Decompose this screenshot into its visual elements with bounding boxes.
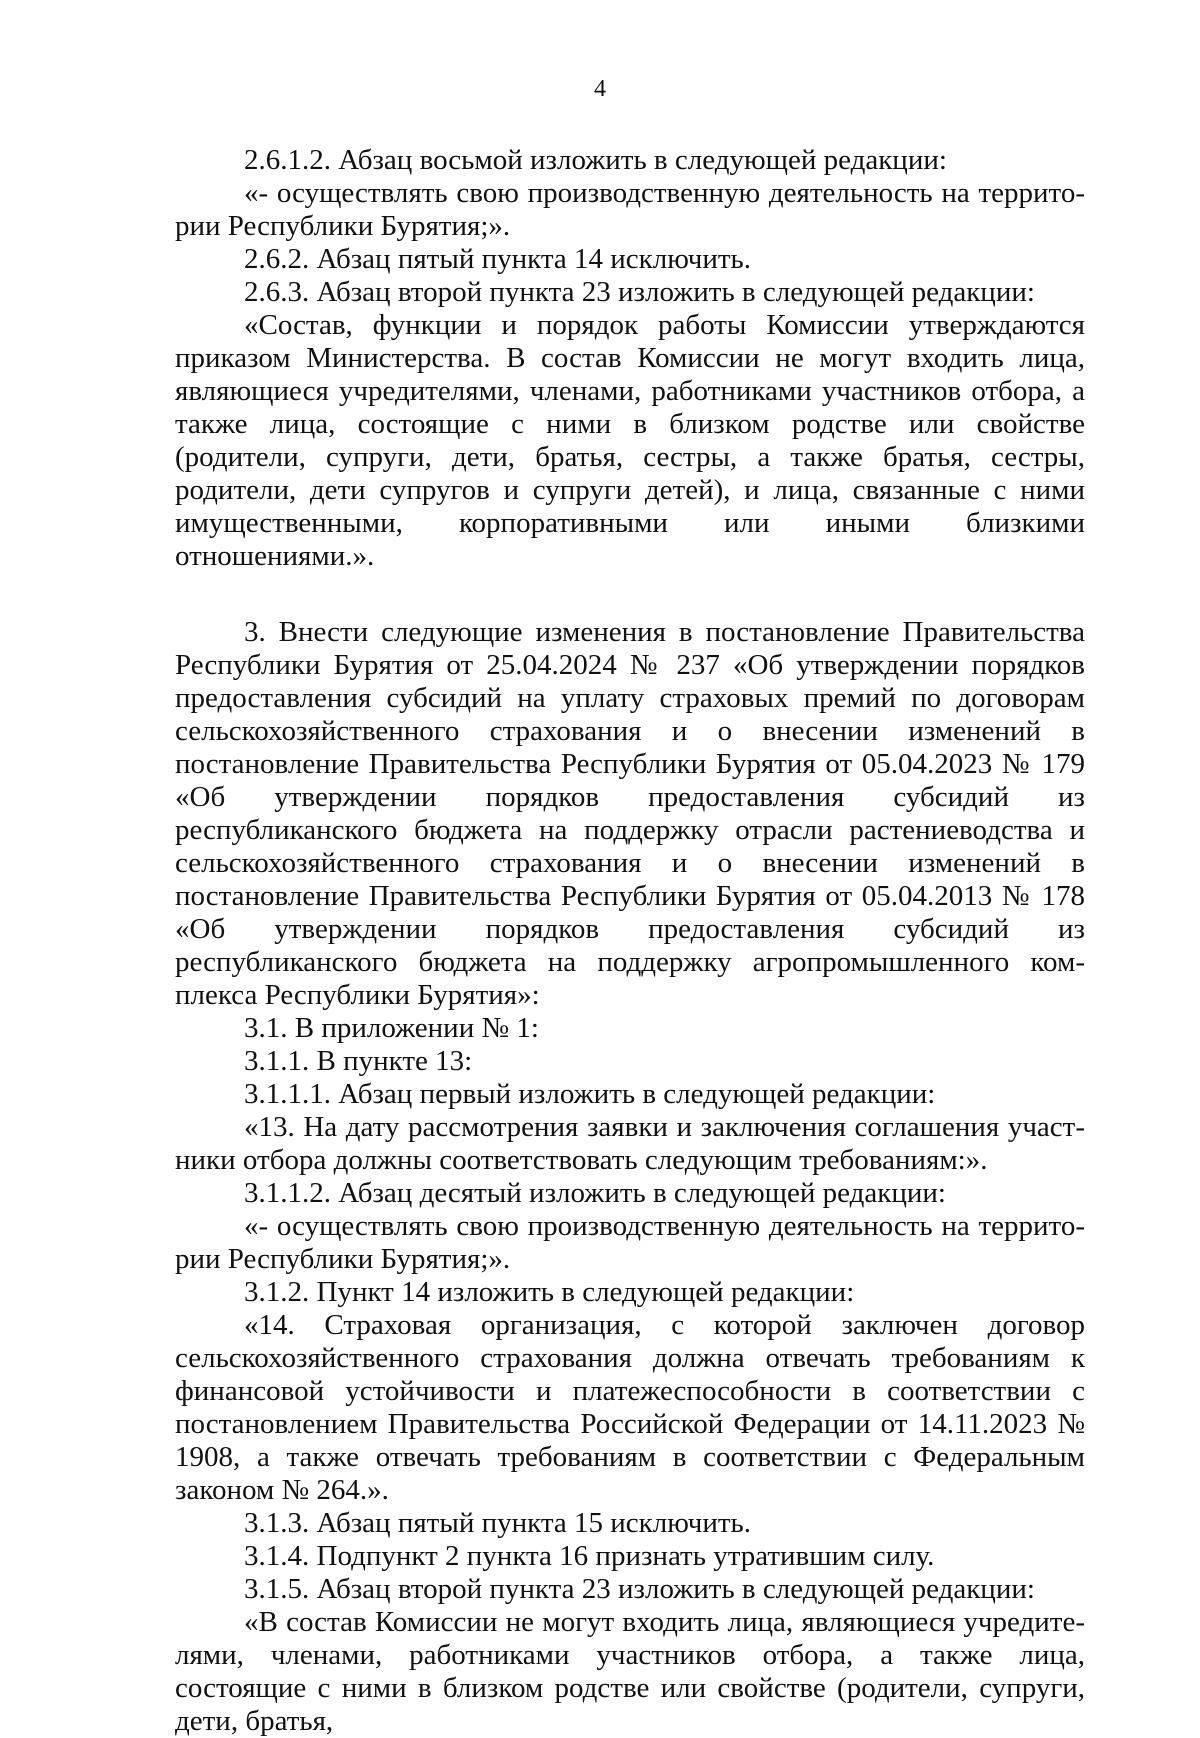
paragraph-3-1-5: 3.1.5. Абзац второй пункта 23 изложить в следующей редакции: <box>244 1573 1035 1605</box>
paragraph-quote-13: «13. На дату рассмотрения заявки и заключения соглашения участники отбора должны соответствовать следующим требованиям:». <box>175 1111 1085 1176</box>
paragraph-quote-commission: «Состав, функции и порядок работы Комиссии утверждаются приказом Министерства. В состав Комиссии не могут входить лица, являющиеся учредителями, членами, работниками участников отбора, а также лица, состоящие с ними в близком родстве или свойстве (родители, супруги, дети, братья, сестры, а также братья, сестры, родители, дети супругов и супруги детей), и лица, связанные с ними имущественными, корпоративными или иными близкими отношениями.». <box>175 309 1085 572</box>
paragraph-2-6-1-2: 2.6.1.2. Абзац восьмой изложить в следующей редакции: <box>244 144 947 176</box>
paragraph-3-1-1: 3.1.1. В пункте 13: <box>244 1045 473 1077</box>
paragraph-3-1-1-1: 3.1.1.1. Абзац первый изложить в следующей редакции: <box>244 1078 936 1110</box>
paragraph-quote-commission-2: «В состав Комиссии не могут входить лица, являющиеся учредителями, членами, работниками участников отбора, а также лица, состоящие с ними в близком родстве или свойстве (родители, супруги, дети, братья, <box>175 1606 1085 1737</box>
paragraph-3-1-2: 3.1.2. Пункт 14 изложить в следующей редакции: <box>244 1276 855 1308</box>
page-number: 4 <box>594 76 606 102</box>
paragraph-3-1-4: 3.1.4. Подпункт 2 пункта 16 признать утратившим силу. <box>244 1540 935 1572</box>
paragraph-quote-14: «14. Страховая организация, с которой заключен договор сельскохозяйственного страхования должна отвечать требованиям к финансовой устойчивости и платежеспособности в соответствии с постановлением Правительства Российской Федерации от 14.11.2023 № 1908, а также отвечать требованиям в соответствии с Федеральным законом № 264.». <box>175 1309 1085 1506</box>
paragraph-3-1: 3.1. В приложении № 1: <box>244 1012 539 1044</box>
section-gap <box>175 573 1085 616</box>
paragraph-2-6-2: 2.6.2. Абзац пятый пункта 14 исключить. <box>244 243 752 275</box>
paragraph-3-1-1-2: 3.1.1.2. Абзац десятый изложить в следующей редакции: <box>244 1177 946 1209</box>
paragraph-3-1-3: 3.1.3. Абзац пятый пункта 15 исключить. <box>244 1507 752 1539</box>
document-body <box>175 144 1085 1738</box>
paragraph-quote-production-2: «- осуществлять свою производственную деятельность на территории Республики Бурятия;». <box>175 1210 1085 1275</box>
paragraph-2-6-3: 2.6.3. Абзац второй пункта 23 изложить в следующей редакции: <box>244 276 1035 308</box>
paragraph-quote-production: «- осуществлять свою производственную деятельность на территории Республики Бурятия;». <box>175 177 1085 242</box>
paragraph-3: 3. Внести следующие изменения в постановление Правительства Республики Бурятия от 25.04.2024 № 237 «Об утверждении порядков предоставления субсидий на уплату страховых премий по договорам сельскохозяйственного страхования и о внесении изменений в постановление Правительства Республики Бурятия от 05.04.2023 № 179 «Об утверждении порядков предоставления субсидий из республиканского бюджета на поддержку отрасли растениеводства и сельскохозяйственного страхования и о внесении изменений в постановление Правительства Республики Бурятия от 05.04.2013 № 178 «Об утверждении порядков предоставления субсидий из республиканского бюджета на поддержку агропромышленного комплекса Республики Бурятия»: <box>175 616 1085 1011</box>
